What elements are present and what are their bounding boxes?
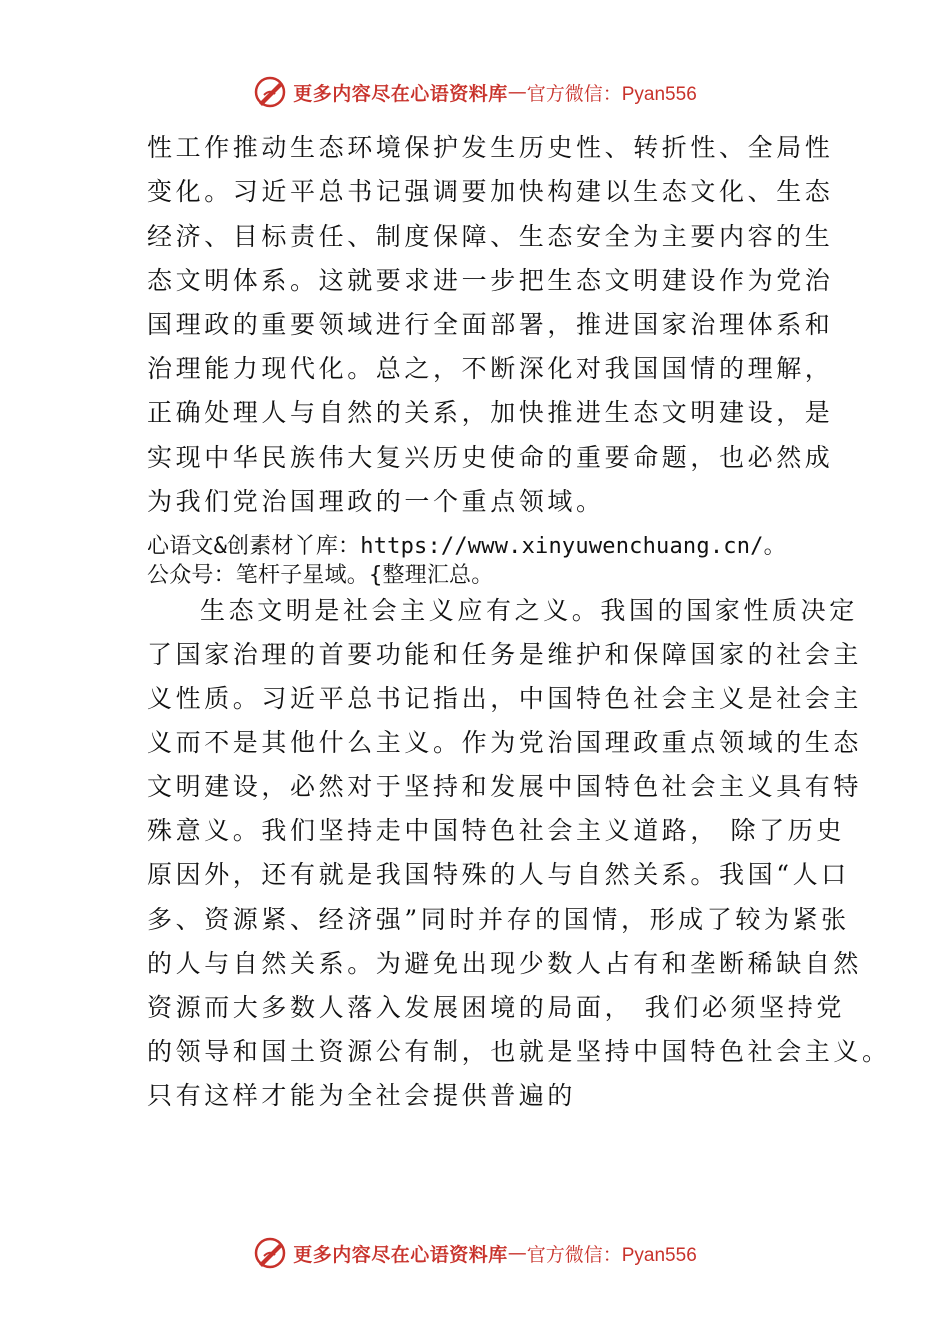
text-line: 的领导和国土资源公有制，也就是坚持中国特色社会主义。 (147, 1037, 891, 1066)
text-line: 殊意义。我们坚持走中国特色社会主义道路， 除了历史 (147, 816, 845, 845)
banner-text: 更多内容尽在心语资料库 (293, 1243, 508, 1266)
banner-separator: — (507, 81, 527, 103)
text-line: 义而不是其他什么主义。作为党治国理政重点领域的生态 (147, 728, 863, 757)
source-note-line: 心语文&创素材丫库：https://www.xinyuwenchuang.cn/。 (147, 534, 786, 559)
text-line: 生态文明是社会主义应有之义。我国的国家性质决定 (200, 596, 858, 625)
text-line: 文明建设，必然对于坚持和发展中国特色社会主义具有特 (147, 772, 863, 801)
text-line: 了国家治理的首要功能和任务是维护和保障国家的社会主 (147, 640, 863, 669)
text-line: 态文明体系。这就要求进一步把生态文明建设作为党治 (147, 266, 834, 295)
text-line: 实现中华民族伟大复兴历史使命的重要命题，也必然成 (147, 443, 834, 472)
pen-logo-icon (253, 1236, 287, 1270)
text-line: 性工作推动生态环境保护发生历史性、转折性、全局性 (147, 133, 834, 162)
banner-separator: — (507, 1242, 527, 1264)
source-note-line: 公众号：笔杆子星域。{整理汇总。 (147, 563, 494, 588)
banner-wechat: 官方微信：Pyan556 (526, 83, 697, 105)
text-line: 正确处理人与自然的关系，加快推进生态文明建设，是 (147, 398, 834, 427)
banner-text: 更多内容尽在心语资料库 (293, 82, 508, 105)
text-line: 治理能力现代化。总之，不断深化对我国国情的理解， (147, 354, 834, 383)
text-line: 国理政的重要领域进行全面部署，推进国家治理体系和 (147, 310, 834, 339)
text-line: 义性质。习近平总书记指出，中国特色社会主义是社会主 (147, 684, 863, 713)
text-line: 资源而大多数人落入发展困境的局面， 我们必须坚持党 (147, 993, 845, 1022)
text-line: 只有这样才能为全社会提供普遍的 (147, 1081, 577, 1110)
text-line: 经济、目标责任、制度保障、生态安全为主要内容的生 (147, 222, 834, 251)
text-line: 原因外，还有就是我国特殊的人与自然关系。我国“人口 (147, 860, 850, 889)
text-line: 为我们党治国理政的一个重点领域。 (147, 487, 605, 516)
text-line: 的人与自然关系。为避免出现少数人占有和垄断稀缺自然 (147, 949, 863, 978)
header-banner (0, 70, 950, 114)
text-line: 变化。习近平总书记强调要加快构建以生态文化、生态 (147, 177, 834, 206)
banner-wechat: 官方微信：Pyan556 (526, 1244, 697, 1266)
pen-logo-icon (253, 75, 287, 109)
text-line: 多、资源紧、经济强”同时并存的国情，形成了较为紧张 (147, 905, 850, 934)
footer-banner (0, 1231, 950, 1275)
